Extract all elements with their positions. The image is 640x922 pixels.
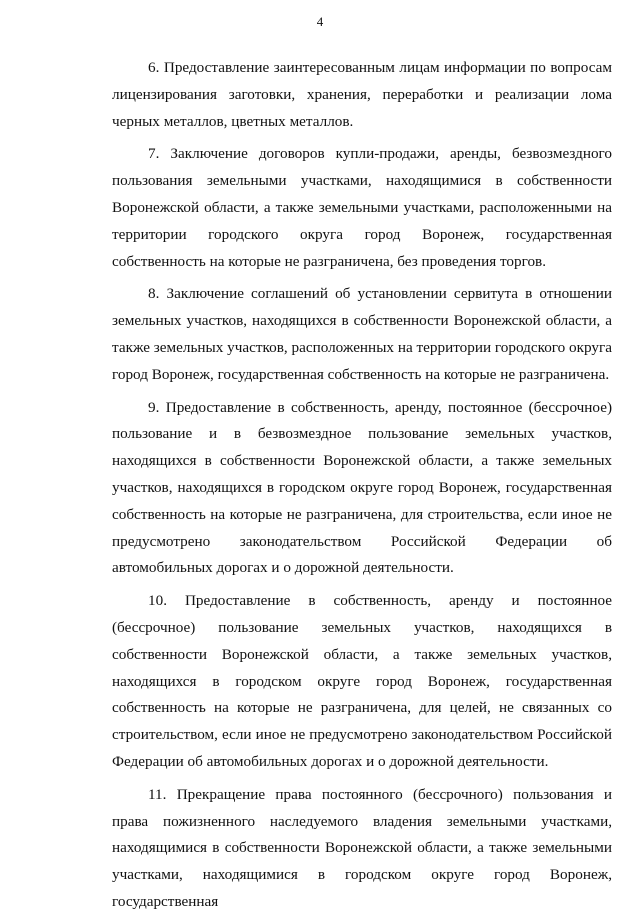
page-number: 4 [316,14,324,29]
document-body [112,55,612,922]
paragraph-item-9: 9. Предоставление в собственность, аренду, постоянное (бессрочное) пользование и в безвозмездное пользование земельных участков, находящихся в собственности Воронежской области, а также земельных участков, находящихся в городском округе город Воронеж, государственная собственность на которые не разграничена, для строительства, если иное не предусмотрено законодательством Российской Федерации об автомобильных дорогах и о дорожной деятельности. [112,398,612,577]
paragraph-item-10: 10. Предоставление в собственность, аренду и постоянное (бессрочное) пользование земельных участков, находящихся в собственности Воронежской области, а также земельных участков, находящихся в городском округе город Воронеж, государственная собственность на которые не разграничена, для целей, не связанных со строительством, если иное не предусмотрено законодательством Российской Федерации об автомобильных дорогах и о дорожной деятельности. [112,592,612,770]
paragraph-item-8: 8. Заключение соглашений об установлении сервитута в отношении земельных участков, находящихся в собственности Воронежской области, а также земельных участков, расположенных на территории городского округа город Воронеж, государственная собственность на которые не разграничена. [112,285,612,383]
paragraph-item-6: 6. Предоставление заинтересованным лицам информации по вопросам лицензирования заготовки, хранения, переработки и реализации лома черных металлов, цветных металлов. [112,59,612,130]
paragraph-item-7: 7. Заключение договоров купли-продажи, аренды, безвозмездного пользования земельными участками, находящимися в собственности Воронежской области, а также земельными участками, расположенными на территории городского округа город Воронеж, государственная собственность на которые не разграничена, без проведения торгов. [112,145,612,270]
paragraph-item-11: 11. Прекращение права постоянного (бессрочного) пользования и права пожизненного наследуемого владения земельными участками, находящимися в собственности Воронежской области, а также земельными участками, находящимися в городском округе город Воронеж, государственная [112,785,612,910]
